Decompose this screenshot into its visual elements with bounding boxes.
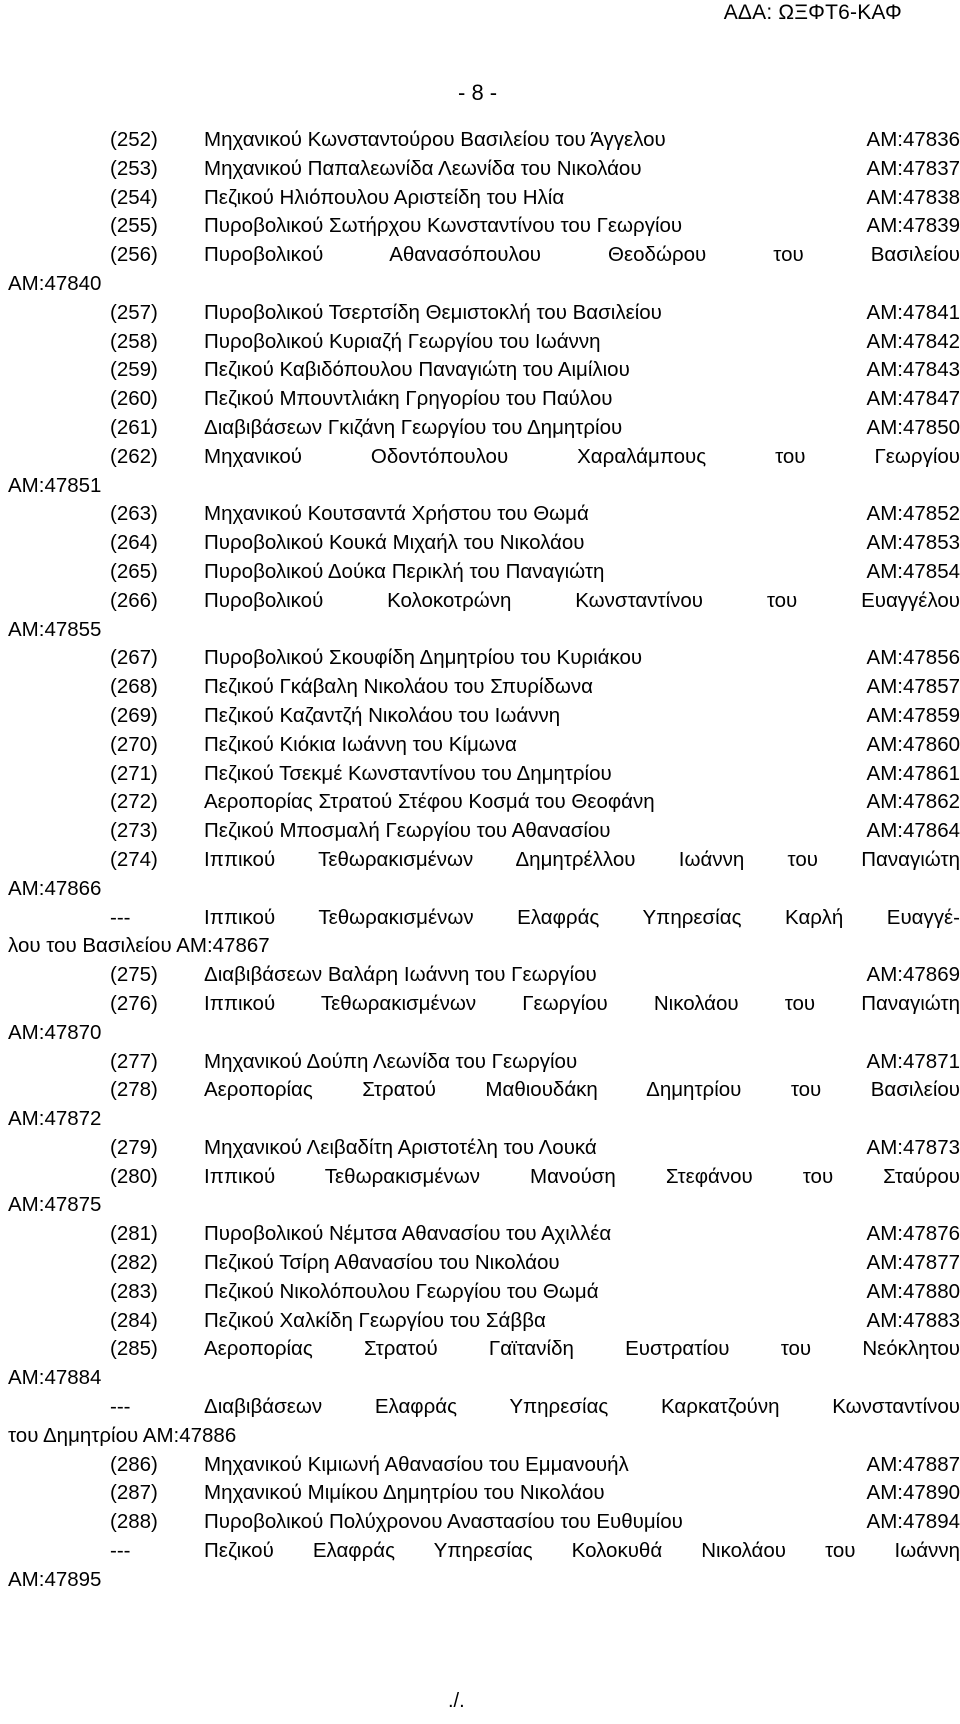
list-item xyxy=(0,356,960,385)
entry-number: (285) xyxy=(110,1337,158,1361)
list-item xyxy=(0,1335,960,1393)
entry-continuation: ΑΜ:47851 xyxy=(8,473,102,497)
entry-body xyxy=(204,299,960,328)
list-item xyxy=(0,1451,960,1480)
entry-line xyxy=(110,673,960,702)
entry-text: Αεροπορίας Στρατού Στέφου Κοσμά του Θεοφάνη xyxy=(204,790,655,814)
entry-am: ΑΜ:47869 xyxy=(866,963,960,987)
entry-number: (264) xyxy=(110,531,158,555)
entry-body xyxy=(204,673,960,702)
entry-text: Πυροβολικού Δούκα Περικλή του Παναγιώτη xyxy=(204,559,605,583)
list-item xyxy=(0,385,960,414)
entry-text: Πυροβολικού Κολοκοτρώνη Κωνσταντίνου του Ευαγγέλου xyxy=(204,588,960,612)
entry-body xyxy=(204,731,960,760)
entry-line xyxy=(110,212,960,241)
entry-text: Πεζικού Χαλκίδη Γεωργίου του Σάββα xyxy=(204,1308,546,1332)
entry-line xyxy=(110,1508,960,1537)
list-item xyxy=(0,788,960,817)
list-item xyxy=(0,328,960,357)
list-item xyxy=(0,558,960,587)
entry-text: Πυροβολικού Κυριαζή Γεωργίου του Ιωάννη xyxy=(204,329,601,353)
entry-number: (281) xyxy=(110,1222,158,1246)
entry-text: Μηχανικού Κουτσαντά Χρήστου του Θωμά xyxy=(204,502,589,526)
entry-continuation: ΑΜ:47866 xyxy=(8,876,102,900)
entry-number: (277) xyxy=(110,1049,158,1073)
entry-list xyxy=(0,126,960,1595)
entry-number: (276) xyxy=(110,991,158,1015)
entry-text: Πεζικού Τσεκμέ Κωνσταντίνου του Δημητρίου xyxy=(204,761,612,785)
entry-continuation: του Δημητρίου ΑΜ:47886 xyxy=(8,1423,237,1447)
entry-am: ΑΜ:47843 xyxy=(866,358,960,382)
entry-body xyxy=(204,990,960,1019)
entry-am: ΑΜ:47860 xyxy=(866,732,960,756)
list-item xyxy=(0,904,960,962)
entry-number: (287) xyxy=(110,1481,158,1505)
entry-text: Διαβιβάσεων Γκιζάνη Γεωργίου του Δημητρίου xyxy=(204,415,623,439)
entry-line xyxy=(110,817,960,846)
entry-text: Πυροβολικού Κουκά Μιχαήλ του Νικολάου xyxy=(204,531,585,555)
entry-body xyxy=(204,443,960,472)
entry-number: (273) xyxy=(110,819,158,843)
list-item xyxy=(0,443,960,501)
entry-am: ΑΜ:47877 xyxy=(866,1251,960,1275)
list-item xyxy=(0,1479,960,1508)
entry-continuation: ΑΜ:47884 xyxy=(8,1366,102,1390)
list-item xyxy=(0,1048,960,1077)
entry-am: ΑΜ:47894 xyxy=(866,1510,960,1534)
list-item xyxy=(0,1278,960,1307)
entry-line xyxy=(110,126,960,155)
entry-am: ΑΜ:47850 xyxy=(866,415,960,439)
entry-line xyxy=(110,1220,960,1249)
entry-line xyxy=(110,1249,960,1278)
entry-line xyxy=(110,184,960,213)
entry-body xyxy=(204,356,960,385)
entry-body xyxy=(204,184,960,213)
list-item xyxy=(0,760,960,789)
entry-line xyxy=(110,1134,960,1163)
entry-number: (263) xyxy=(110,502,158,526)
entry-am: ΑΜ:47887 xyxy=(866,1452,960,1476)
entry-number: (286) xyxy=(110,1452,158,1476)
entry-text: Μηχανικού Λειβαδίτη Αριστοτέλη του Λουκά xyxy=(204,1135,597,1159)
entry-line xyxy=(110,587,960,616)
entry-am: ΑΜ:47853 xyxy=(866,531,960,555)
entry-am: ΑΜ:47873 xyxy=(866,1135,960,1159)
entry-text: Πεζικού Καζαντζή Νικολάου του Ιωάννη xyxy=(204,703,561,727)
entry-line xyxy=(110,558,960,587)
entry-number: (254) xyxy=(110,185,158,209)
list-item xyxy=(0,299,960,328)
entry-am: ΑΜ:47854 xyxy=(866,559,960,583)
list-item xyxy=(0,1163,960,1221)
entry-text: Πεζικού Μπουντλιάκη Γρηγορίου του Παύλου xyxy=(204,387,613,411)
entry-text: Ιππικού Τεθωρακισμένων Γεωργίου Νικολάου του Παναγιώτη xyxy=(204,991,960,1015)
entry-am: ΑΜ:47838 xyxy=(866,185,960,209)
entry-body xyxy=(204,155,960,184)
entry-am: ΑΜ:47837 xyxy=(866,156,960,180)
entry-line xyxy=(110,1479,960,1508)
entry-number: (275) xyxy=(110,963,158,987)
entry-continuation: ΑΜ:47855 xyxy=(8,617,102,641)
list-item xyxy=(0,1220,960,1249)
entry-body xyxy=(204,1134,960,1163)
list-item xyxy=(0,155,960,184)
entry-number: (259) xyxy=(110,358,158,382)
entry-text: Αεροπορίας Στρατού Μαθιουδάκη Δημητρίου του Βασιλείου xyxy=(204,1078,960,1102)
entry-number: (282) xyxy=(110,1251,158,1275)
entry-am: ΑΜ:47839 xyxy=(866,214,960,238)
list-item xyxy=(0,846,960,904)
entry-line xyxy=(110,1537,960,1566)
entry-am: ΑΜ:47841 xyxy=(866,300,960,324)
entry-am: ΑΜ:47859 xyxy=(866,703,960,727)
entry-line xyxy=(110,788,960,817)
entry-line xyxy=(110,443,960,472)
entry-line xyxy=(110,1451,960,1480)
entry-number: (269) xyxy=(110,703,158,727)
entry-text: Πεζικού Κιόκια Ιωάννη του Κίμωνα xyxy=(204,732,517,756)
entry-number: --- xyxy=(110,1395,131,1419)
entry-text: Ιππικού Τεθωρακισμένων Μανούση Στεφάνου του Σταύρου xyxy=(204,1164,960,1188)
entry-body xyxy=(204,529,960,558)
entry-body xyxy=(204,587,960,616)
entry-line xyxy=(110,529,960,558)
list-item xyxy=(0,644,960,673)
entry-line xyxy=(110,731,960,760)
entry-body xyxy=(204,126,960,155)
list-item xyxy=(0,961,960,990)
entry-text: Μηχανικού Κιμιωνή Αθανασίου του Εμμανουήλ xyxy=(204,1452,629,1476)
list-item xyxy=(0,587,960,645)
entry-text: Μηχανικού Δούπη Λεωνίδα του Γεωργίου xyxy=(204,1049,578,1073)
entry-body xyxy=(204,500,960,529)
entry-body xyxy=(204,1076,960,1105)
entry-text: Μηχανικού Κωνσταντούρου Βασιλείου του Άγγελου xyxy=(204,128,666,151)
entry-continuation: ΑΜ:47840 xyxy=(8,271,102,295)
entry-body xyxy=(204,558,960,587)
entry-body xyxy=(204,817,960,846)
entry-text: Μηχανικού Παπαλεωνίδα Λεωνίδα του Νικολάου xyxy=(204,156,642,180)
list-item xyxy=(0,817,960,846)
entry-number: (256) xyxy=(110,243,158,267)
entry-number: (272) xyxy=(110,790,158,814)
entry-body xyxy=(204,1163,960,1192)
entry-number: (268) xyxy=(110,675,158,699)
entry-am: ΑΜ:47852 xyxy=(866,502,960,526)
entry-text: Πεζικού Γκάβαλη Νικολάου του Σπυρίδωνα xyxy=(204,675,593,699)
entry-number: (258) xyxy=(110,329,158,353)
entry-am: ΑΜ:47883 xyxy=(866,1308,960,1332)
entry-body xyxy=(204,1393,960,1422)
entry-am: ΑΜ:47861 xyxy=(866,761,960,785)
list-item xyxy=(0,990,960,1048)
entry-am: ΑΜ:47864 xyxy=(866,819,960,843)
list-item xyxy=(0,731,960,760)
entry-am: ΑΜ:47862 xyxy=(866,790,960,814)
entry-am: ΑΜ:47856 xyxy=(866,646,960,670)
entry-body xyxy=(204,788,960,817)
entry-line xyxy=(110,356,960,385)
entry-body xyxy=(204,1479,960,1508)
list-item xyxy=(0,1537,960,1595)
entry-body xyxy=(204,961,960,990)
entry-continuation: ΑΜ:47875 xyxy=(8,1193,102,1217)
entry-number: (261) xyxy=(110,415,158,439)
entry-line xyxy=(110,1307,960,1336)
entry-line xyxy=(110,990,960,1019)
entry-body xyxy=(204,385,960,414)
end-mark: ./. xyxy=(448,1690,465,1712)
entry-text: Πυροβολικού Πολύχρονου Αναστασίου του Ευθυμίου xyxy=(204,1510,683,1534)
entry-line xyxy=(110,760,960,789)
entry-text: Πεζικού Ηλιόπουλου Αριστείδη του Ηλία xyxy=(204,185,565,209)
entry-number: (284) xyxy=(110,1308,158,1332)
list-item xyxy=(0,702,960,731)
entry-number: (283) xyxy=(110,1279,158,1303)
list-item xyxy=(0,212,960,241)
entry-number: (266) xyxy=(110,588,158,612)
entry-line xyxy=(110,328,960,357)
entry-number: (271) xyxy=(110,761,158,785)
entry-number: (260) xyxy=(110,387,158,411)
entry-body xyxy=(204,1278,960,1307)
entry-number: (270) xyxy=(110,732,158,756)
entry-am: ΑΜ:47871 xyxy=(866,1049,960,1073)
entry-text: Πυροβολικού Αθανασόπουλου Θεοδώρου του Βασιλείου xyxy=(204,243,960,267)
entry-text: Μηχανικού Οδοντόπουλου Χαραλάμπους του Γεωργίου xyxy=(204,444,960,468)
entry-body xyxy=(204,1220,960,1249)
entry-body xyxy=(204,702,960,731)
entry-am: ΑΜ:47857 xyxy=(866,675,960,699)
entry-body xyxy=(204,904,960,933)
entry-am: ΑΜ:47880 xyxy=(866,1279,960,1303)
entry-body xyxy=(204,644,960,673)
entry-number: --- xyxy=(110,1539,131,1563)
entry-text: Ιππικού Τεθωρακισμένων Δημητρέλλου Ιωάννη του Παναγιώτη xyxy=(204,847,960,871)
entry-body xyxy=(204,1249,960,1278)
entry-body xyxy=(204,414,960,443)
entry-number: (267) xyxy=(110,646,158,670)
entry-continuation: ΑΜ:47872 xyxy=(8,1107,102,1131)
entry-line xyxy=(110,1278,960,1307)
entry-am: ΑΜ:47836 xyxy=(866,128,960,151)
entry-text: Μηχανικού Μιμίκου Δημητρίου του Νικολάου xyxy=(204,1481,605,1505)
entry-body xyxy=(204,1508,960,1537)
list-item xyxy=(0,500,960,529)
entry-line xyxy=(110,644,960,673)
entry-body xyxy=(204,846,960,875)
entry-line xyxy=(110,702,960,731)
entry-line xyxy=(110,500,960,529)
list-item xyxy=(0,1249,960,1278)
list-item xyxy=(0,1508,960,1537)
list-item xyxy=(0,673,960,702)
entry-line xyxy=(110,385,960,414)
entry-body xyxy=(204,328,960,357)
entry-number: (255) xyxy=(110,214,158,238)
entry-text: Πυροβολικού Σκουφίδη Δημητρίου του Κυριάκου xyxy=(204,646,643,670)
entry-body xyxy=(204,1307,960,1336)
entry-continuation: ΑΜ:47895 xyxy=(8,1567,102,1591)
entry-line xyxy=(110,414,960,443)
entry-number: --- xyxy=(110,905,131,929)
entry-continuation: ΑΜ:47870 xyxy=(8,1020,102,1044)
list-item xyxy=(0,529,960,558)
entry-body xyxy=(204,1451,960,1480)
list-item xyxy=(0,1393,960,1451)
list-item xyxy=(0,1307,960,1336)
entry-body xyxy=(204,1537,960,1566)
entry-number: (278) xyxy=(110,1078,158,1102)
list-item xyxy=(0,1134,960,1163)
list-item xyxy=(0,126,960,155)
entry-text: Πυροβολικού Τσερτσίδη Θεμιστοκλή του Βασιλείου xyxy=(204,300,662,324)
entry-line xyxy=(110,1163,960,1192)
entry-line xyxy=(110,299,960,328)
entry-number: (280) xyxy=(110,1164,158,1188)
entry-text: Πεζικού Καβιδόπουλου Παναγιώτη του Αιμίλιου xyxy=(204,358,630,382)
entry-number: (253) xyxy=(110,156,158,180)
ada-code: ΑΔΑ: ΩΞΦΤ6-ΚΑΦ xyxy=(723,1,902,24)
entry-line xyxy=(110,961,960,990)
entry-text: Πυροβολικού Σωτήρχου Κωνσταντίνου του Γεωργίου xyxy=(204,214,683,238)
entry-number: (274) xyxy=(110,847,158,871)
entry-line xyxy=(110,241,960,270)
entry-body xyxy=(204,212,960,241)
entry-text: Πεζικού Τσίρη Αθανασίου του Νικολάου xyxy=(204,1251,560,1275)
entry-number: (279) xyxy=(110,1135,158,1159)
entry-line xyxy=(110,846,960,875)
page-number: - 8 - xyxy=(458,80,498,105)
entry-body xyxy=(204,1335,960,1364)
entry-text: Διαβιβάσεων Βαλάρη Ιωάννη του Γεωργίου xyxy=(204,963,597,987)
list-item xyxy=(0,241,960,299)
entry-line xyxy=(110,1335,960,1364)
entry-am: ΑΜ:47847 xyxy=(866,387,960,411)
entry-number: (257) xyxy=(110,300,158,324)
entry-line xyxy=(110,155,960,184)
entry-text: Πεζικού Νικολόπουλου Γεωργίου του Θωμά xyxy=(204,1279,599,1303)
list-item xyxy=(0,1076,960,1134)
entry-body xyxy=(204,1048,960,1077)
entry-am: ΑΜ:47890 xyxy=(866,1481,960,1505)
entry-text: Πεζικού Ελαφράς Υπηρεσίας Κολοκυθά Νικολάου του Ιωάννη xyxy=(204,1539,960,1563)
entry-body xyxy=(204,241,960,270)
entry-text: Ιππικού Τεθωρακισμένων Ελαφράς Υπηρεσίας Καρλή Ευαγγέ- xyxy=(204,905,960,929)
entry-number: (262) xyxy=(110,444,158,468)
entry-line xyxy=(110,1076,960,1105)
entry-number: (252) xyxy=(110,128,158,151)
list-item xyxy=(0,414,960,443)
entry-line xyxy=(110,1393,960,1422)
entry-continuation: λου του Βασιλείου ΑΜ:47867 xyxy=(8,934,270,958)
entry-text: Πυροβολικού Νέμτσα Αθανασίου του Αχιλλέα xyxy=(204,1222,612,1246)
entry-number: (288) xyxy=(110,1510,158,1534)
entry-body xyxy=(204,760,960,789)
entry-text: Διαβιβάσεων Ελαφράς Υπηρεσίας Καρκατζούνη Κωνσταντίνου xyxy=(204,1395,960,1419)
entry-am: ΑΜ:47842 xyxy=(866,329,960,353)
entry-text: Πεζικού Μποσμαλή Γεωργίου του Αθανασίου xyxy=(204,819,611,843)
entry-line xyxy=(110,904,960,933)
entry-line xyxy=(110,1048,960,1077)
entry-number: (265) xyxy=(110,559,158,583)
entry-am: ΑΜ:47876 xyxy=(866,1222,960,1246)
entry-text: Αεροπορίας Στρατού Γαϊτανίδη Ευστρατίου του Νεόκλητου xyxy=(204,1337,960,1361)
list-item xyxy=(0,184,960,213)
